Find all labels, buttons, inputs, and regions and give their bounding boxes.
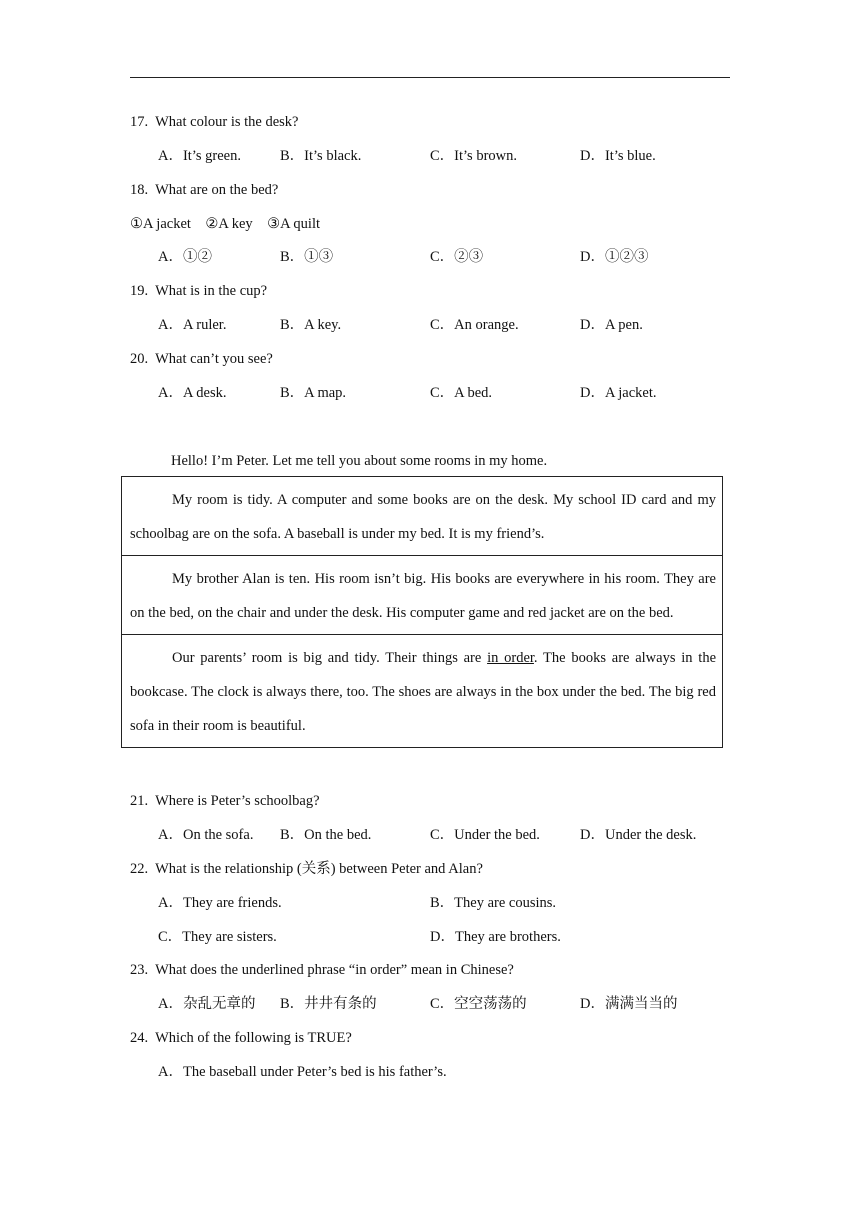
option-d[interactable]: D．A jacket. bbox=[580, 385, 657, 401]
question-number: 23. bbox=[130, 962, 149, 978]
question-text: What is in the cup? bbox=[155, 283, 268, 299]
option-c[interactable]: C．A bed. bbox=[430, 385, 493, 401]
option-a[interactable]: A．On the sofa. bbox=[158, 827, 254, 843]
question-18-items: ①A jacket ②A key ③A quilt bbox=[130, 216, 321, 232]
passage-paragraph-1: My room is tidy. A computer and some books are on the desk. My school ID card and my schoolbag are on the sofa. A baseball is under my bed. It is my friend’s. bbox=[130, 492, 716, 542]
option-c[interactable]: C．Under the bed. bbox=[430, 827, 540, 843]
option-b[interactable]: B．A key. bbox=[280, 317, 342, 333]
question-number: 17. bbox=[130, 114, 149, 130]
option-b[interactable]: B．They are cousins. bbox=[430, 895, 557, 911]
question-21 bbox=[130, 792, 320, 810]
passage-paragraph-2: My brother Alan is ten. His room isn’t big. His books are everywhere in his room. They are on the bed, on the chair and under the desk. His computer game and red jacket are on the bed. bbox=[122, 555, 722, 634]
question-text: What is the relationship (关系) between Peter and Alan? bbox=[155, 861, 483, 877]
option-d[interactable]: D．It’s blue. bbox=[580, 148, 656, 164]
option-c[interactable]: C．②③ bbox=[430, 249, 484, 265]
question-number: 21. bbox=[130, 793, 149, 809]
question-text: What can’t you see? bbox=[155, 351, 273, 367]
option-a[interactable]: A．A desk. bbox=[158, 385, 227, 401]
option-b[interactable]: B．It’s black. bbox=[280, 148, 362, 164]
option-b[interactable]: B．On the bed. bbox=[280, 827, 372, 843]
option-b[interactable]: B．①③ bbox=[280, 249, 334, 265]
option-a[interactable]: A．杂乱无章的 bbox=[158, 996, 256, 1012]
option-a[interactable]: A．It’s green. bbox=[158, 148, 241, 164]
passage-intro: Hello! I’m Peter. Let me tell you about some rooms in my home. bbox=[171, 453, 548, 469]
question-24 bbox=[130, 1029, 352, 1047]
question-17 bbox=[130, 113, 298, 131]
option-c[interactable]: C．They are sisters. bbox=[158, 929, 277, 945]
question-18 bbox=[130, 181, 278, 199]
question-text: What does the underlined phrase “in order” mean in Chinese? bbox=[155, 962, 514, 978]
option-a[interactable]: A．A ruler. bbox=[158, 317, 227, 333]
underlined-phrase: in order bbox=[487, 650, 534, 666]
question-number: 22. bbox=[130, 861, 149, 877]
option-c[interactable]: C．An orange. bbox=[430, 317, 519, 333]
question-number: 20. bbox=[130, 351, 149, 367]
option-d[interactable]: D．They are brothers. bbox=[430, 929, 561, 945]
question-number: 24. bbox=[130, 1030, 149, 1046]
option-a[interactable]: A．①② bbox=[158, 249, 212, 265]
question-text: Which of the following is TRUE? bbox=[155, 1030, 352, 1046]
question-number: 18. bbox=[130, 182, 149, 198]
option-a[interactable]: A．They are friends. bbox=[158, 895, 282, 911]
option-a[interactable]: A．The baseball under Peter’s bed is his father’s. bbox=[158, 1064, 447, 1080]
question-number: 19. bbox=[130, 283, 149, 299]
header-rule bbox=[130, 77, 730, 78]
option-b[interactable]: B．井井有条的 bbox=[280, 996, 377, 1012]
option-d[interactable]: D．①②③ bbox=[580, 249, 649, 265]
option-d[interactable]: D．Under the desk. bbox=[580, 827, 697, 843]
question-19 bbox=[130, 282, 267, 300]
passage-text: . The books are always in the bookcase. The clock is always there, too. The shoes are always in the box under the bed. The big red sofa in their room is beautiful. bbox=[130, 650, 716, 734]
option-b[interactable]: B．A map. bbox=[280, 385, 347, 401]
question-text: What colour is the desk? bbox=[155, 114, 299, 130]
question-text: Where is Peter’s schoolbag? bbox=[155, 793, 320, 809]
option-d[interactable]: D．A pen. bbox=[580, 317, 643, 333]
question-text: What are on the bed? bbox=[155, 182, 279, 198]
question-20 bbox=[130, 350, 273, 368]
option-c[interactable]: C．空空荡荡的 bbox=[430, 996, 527, 1012]
question-22 bbox=[130, 860, 483, 878]
passage-paragraph-3 bbox=[122, 634, 722, 747]
passage-table bbox=[121, 476, 723, 748]
option-d[interactable]: D．满满当当的 bbox=[580, 996, 678, 1012]
passage-text: Our parents’ room is big and tidy. Their things are bbox=[172, 650, 488, 666]
option-c[interactable]: C．It’s brown. bbox=[430, 148, 517, 164]
question-23 bbox=[130, 961, 514, 979]
